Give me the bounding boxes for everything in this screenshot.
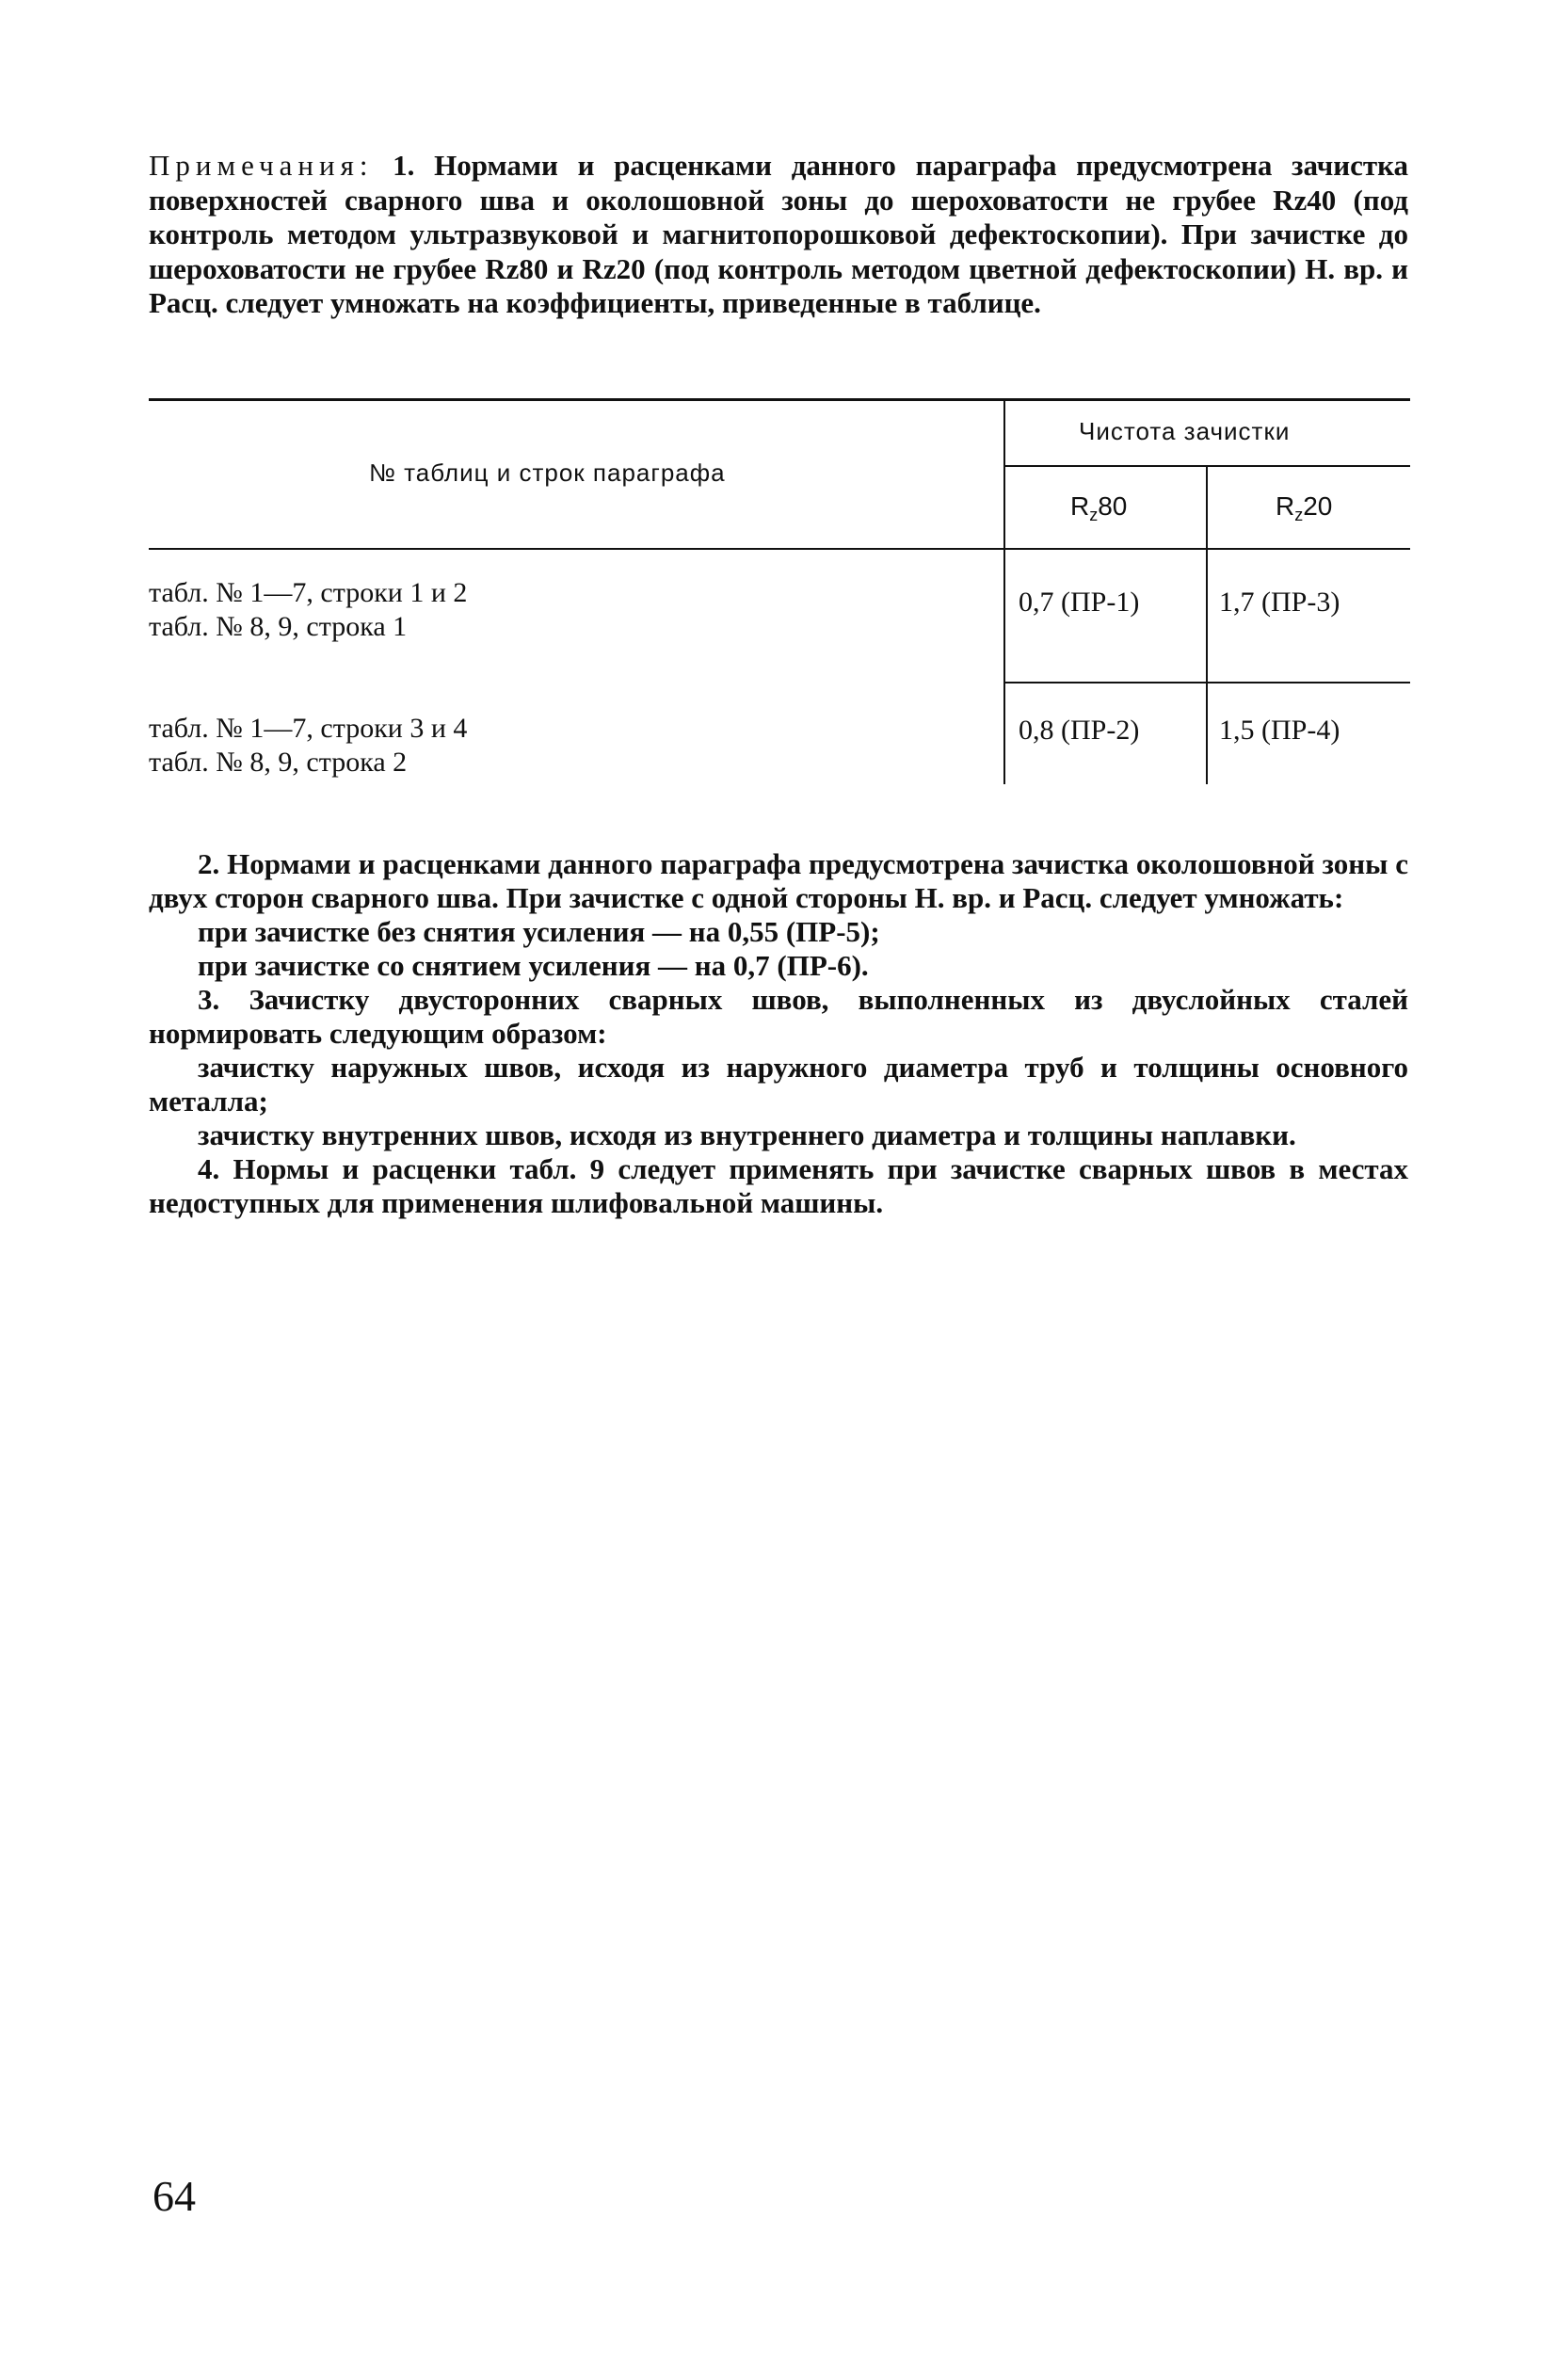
note-2: 2. Нормами и расценками данного параграфа предусмотрена зачистка околошовной зоны с двух сторон сварного шва. При зачистке с одной стороны Н. вр. и Расц. следует умножать: [149, 847, 1408, 914]
column-header-rows: № таблиц и строк параграфа [369, 458, 726, 487]
table-row-2-rz80: 0,8 (ПР-2) [1019, 715, 1140, 746]
note-3b: зачистку внутренних швов, исходя из внутреннего диаметра и толщины наплавки. [198, 1118, 1296, 1151]
header-rz80: $R_z80$ [1070, 491, 1128, 524]
table-row-1-line-1: табл. № 1—7, строки 1 и 2 [149, 577, 468, 608]
table-row-rule [1003, 682, 1410, 683]
note-3a: зачистку наружных швов, исходя из наружного диаметра труб и толщины основного металла; [149, 1051, 1408, 1118]
header-rz20: $R_z20$ [1276, 491, 1333, 524]
notes-label: Примечания: [149, 149, 374, 182]
column-header-cleanliness: Чистота зачистки [1079, 417, 1291, 445]
table-vrule-1 [1003, 398, 1005, 784]
table-row-2-line-2: табл. № 8, 9, строка 2 [149, 747, 408, 778]
table-row-2-line-1: табл. № 1—7, строки 3 и 4 [149, 713, 468, 744]
note-1 [149, 149, 1408, 321]
coefficient-table [0, 0, 1557, 847]
note-3: 3. Зачистку двусторонних сварных швов, выполненных из двуслойных сталей нормировать следующим образом: [149, 983, 1408, 1050]
note-1-text: 1. Нормами и расценками данного параграфа предусмотрена зачистка поверхностей сварного шва и околошовной зоны до шероховатости не грубее Rz40 (под контроль методом ультразвуковой и магнитопорошковой дефектоскопии). При зачистке до шероховатости не грубее Rz80 и Rz20 (под контроль методом цветной дефектоскопии) Н. вр. и Расц. следует умножать на коэффициенты, приведенные в таблице. [149, 149, 1408, 319]
notes-body [149, 847, 1408, 1220]
table-vrule-2 [1206, 465, 1208, 784]
note-2b: при зачистке со снятием усиления — на 0,7 (ПР-6). [198, 949, 869, 982]
table-row-1-rz80: 0,7 (ПР-1) [1019, 587, 1140, 618]
page-number: 64 [152, 2172, 196, 2220]
table-group-rule [1003, 465, 1410, 467]
table-row-1-line-2: табл. № 8, 9, строка 1 [149, 611, 408, 642]
note-2a: при зачистке без снятия усиления — на 0,55 (ПР-5); [198, 915, 880, 948]
table-header-rule [149, 548, 1410, 550]
note-4: 4. Нормы и расценки табл. 9 следует применять при зачистке сварных швов в местах недоступных для применения шлифовальной машины. [149, 1152, 1408, 1219]
table-row-1-rz20: 1,7 (ПР-3) [1219, 587, 1340, 618]
table-top-rule [149, 398, 1410, 401]
table-row-2-rz20: 1,5 (ПР-4) [1219, 715, 1340, 746]
